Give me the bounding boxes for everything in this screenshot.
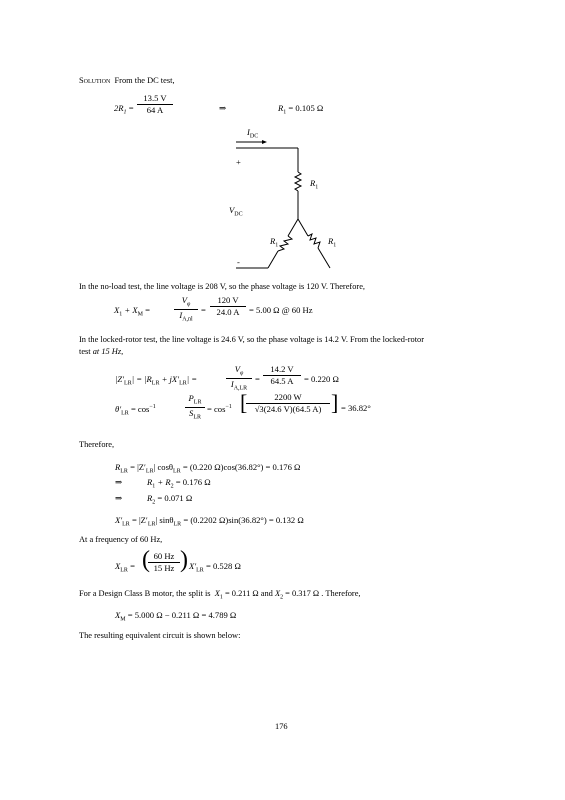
minus-sign: - <box>237 257 240 267</box>
theta-frac1: $P_{LR}$ $S_{LR}$ <box>185 394 205 420</box>
result-paragraph: The resulting equivalent circuit is shown below: <box>79 631 241 640</box>
locked-paragraph-line2: test at 15 Hz, <box>79 347 124 356</box>
idc-label: $I_{DC}$ <box>247 127 259 140</box>
xm-eq: $X_M = 5.000$ Ω − 0.211 Ω = 4.789 Ω <box>115 610 237 623</box>
xlr-rest: $X'_{LR} = 0.528$ Ω <box>189 561 241 574</box>
dc-denominator: 64 A <box>146 104 164 115</box>
zlr-result: = 0.220 Ω <box>304 374 339 384</box>
split-paragraph: For a Design Class B motor, the split is $X_1 = 0.211$ Ω and $X_2 = 0.317$ Ω . Therefore, <box>79 589 361 601</box>
xlr-frac: 60 Hz 15 Hz <box>148 552 180 572</box>
r1-top-label: $R_1$ <box>310 178 319 191</box>
theta-lhs: $\theta'_{LR} = \cos^{-1}$ <box>115 403 156 417</box>
plus-sign: + <box>236 157 241 167</box>
resistor-left <box>278 236 292 251</box>
rlr-line2: $R_1 + R_2 = 0.176$ Ω <box>147 477 211 490</box>
locked-paragraph-line1: In the locked-rotor test, the line voltage is 24.6 V, so the phase voltage is 14.2 V. From the locked-rotor <box>79 335 425 344</box>
solution-label: Solution <box>79 76 111 85</box>
rlr-line3: $R_2 = 0.071$ Ω <box>147 493 193 506</box>
zlr-frac2: 14.2 V 64.5 A <box>263 365 301 385</box>
r1-right-label: $R_1$ <box>328 236 337 249</box>
zlr-lhs: $|Z'_{LR}| = |R_{LR} + jX'_{LR}|$ = <box>115 374 198 387</box>
zlr-frac1: $V_\varphi$ $I_{A,LR}$ <box>226 365 252 391</box>
resistor-right <box>308 234 320 248</box>
dc-test-intro: From the DC test, <box>114 76 175 85</box>
therefore-1: Therefore, <box>79 440 115 449</box>
dc-numerator: 13.5 V <box>143 93 167 103</box>
freq-60hz-paragraph: At a frequency of 60 Hz, <box>79 535 163 544</box>
implies-2: ⇒ <box>115 493 123 503</box>
dc-result: $R_1 = 0.105$ Ω <box>278 103 324 116</box>
xlr-prime-eq: $X'_{LR} = |Z'_{LR}|$ sinθ$_{LR}$ = (0.2202 Ω)sin(36.82°) = 0.132 Ω <box>115 515 304 528</box>
noload-result: = 5.00 Ω @ 60 Hz <box>249 305 313 315</box>
dc-lhs: $2R_1$ = <box>114 103 134 116</box>
rlr-line1: $R_{LR} = |Z'_{LR}|$ cosθ$_{LR}$ = (0.220 Ω)cos(36.82°) = 0.176 Ω <box>115 462 301 475</box>
r1-left-label: $R_1$ <box>270 236 279 249</box>
xlr-lhs: $X_{LR}$ = <box>115 561 135 574</box>
theta-frac2: 2200 W √3(24.6 V)(64.5 A) <box>246 393 330 413</box>
noload-lhs: $X_1 + X_M$ = <box>114 305 150 318</box>
theta-result: = 36.82° <box>341 403 371 413</box>
vdc-label: $V_{DC}$ <box>229 205 243 218</box>
page-number: 176 <box>275 722 288 731</box>
implies-1: ⇒ <box>115 477 123 487</box>
noload-frac1: $V_\varphi$ $I_{A,nl}$ <box>174 296 198 322</box>
noload-paragraph: In the no-load test, the line voltage is 208 V, so the phase voltage is 120 V. Therefore, <box>79 282 366 291</box>
dc-implies: ⇒ <box>219 103 227 113</box>
resistor-top <box>295 172 301 191</box>
noload-frac2: 120 V 24.0 A <box>210 296 246 316</box>
